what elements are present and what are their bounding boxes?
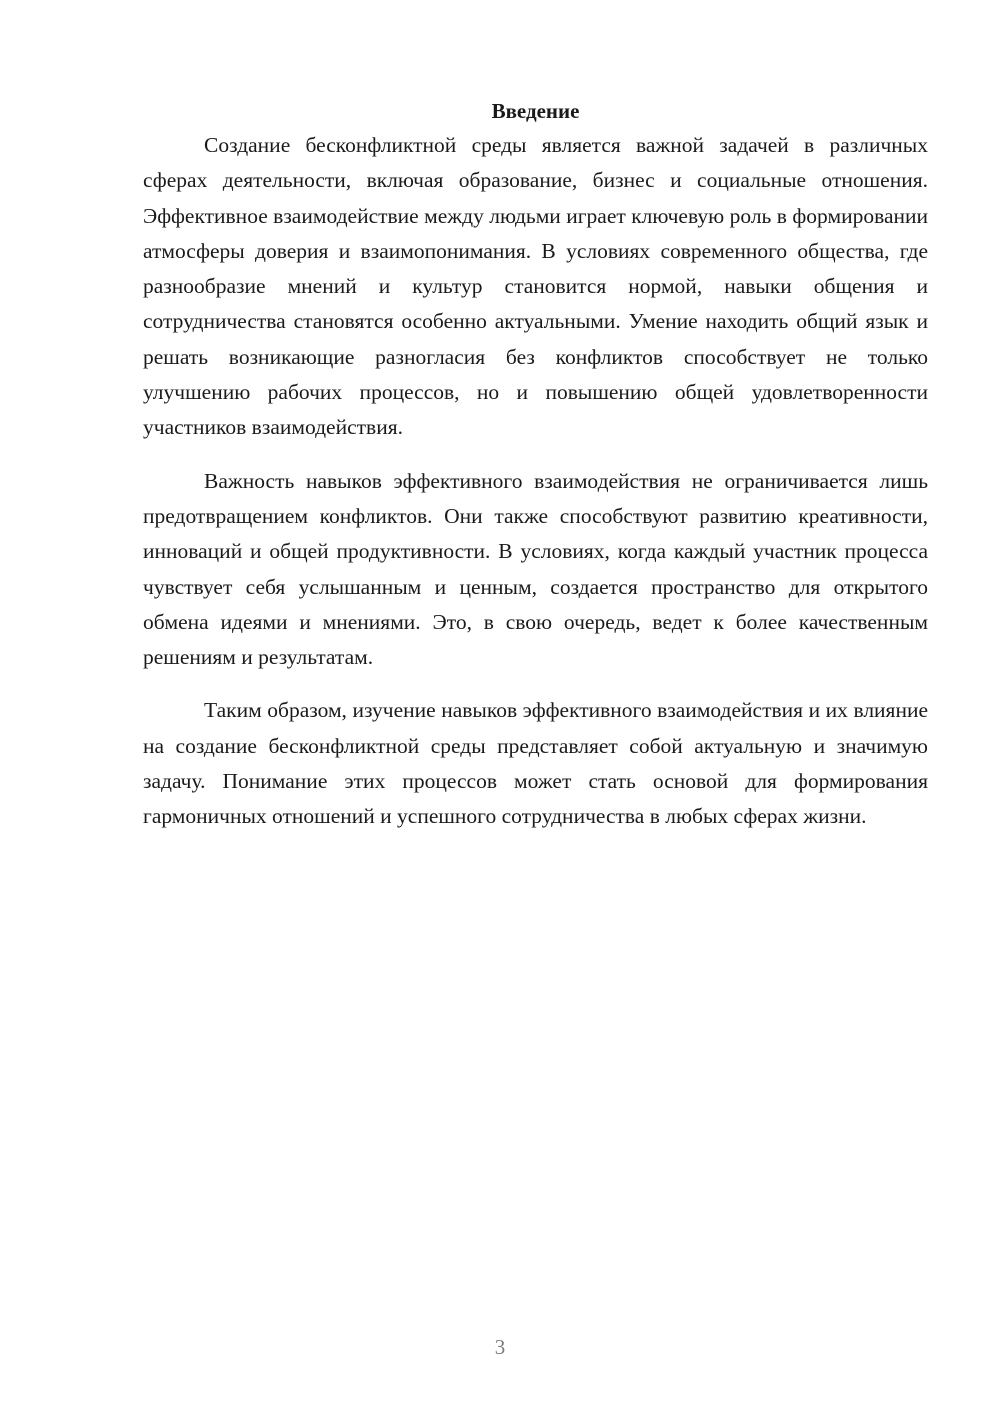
section-title: Введение xyxy=(491,99,580,123)
paragraph-2: Важность навыков эффективного взаимодействия не ограничивается лишь предотвращением конфликтов. Они также способствуют развитию креативности, инноваций и общей продуктивности. В условиях, когда каждый участник процесса чувствует себя услышанным и ценным, создается пространство для открытого обмена идеями и мнениями. Это, в свою очередь, ведет к более качественным решениям и результатам. xyxy=(143,468,928,670)
paragraph-1: Создание бесконфликтной среды является важной задачей в различных сферах деятельности, включая образование, бизнес и социальные отношения. Эффективное взаимодействие между людьми играет ключевую роль в формировании атмосферы доверия и взаимопонимания. В условиях современного общества, где разнообразие мнений и культур становится нормой, навыки общения и сотрудничества становятся особенно актуальными. Умение находить общий язык и решать возникающие разногласия без конфликтов способствует не только улучшению рабочих процессов, но и повышению общей удовлетворенности участников взаимодействия. xyxy=(143,133,928,440)
paragraph-3: Таким образом, изучение навыков эффективного взаимодействия и их влияние на создание бесконфликтной среды представляет собой актуальную и значимую задачу. Понимание этих процессов может стать основой для формирования гармоничных отношений и успешного сотрудничества в любых сферах жизни. xyxy=(143,698,928,829)
page-number: 3 xyxy=(494,1335,506,1359)
page-content xyxy=(143,96,928,853)
